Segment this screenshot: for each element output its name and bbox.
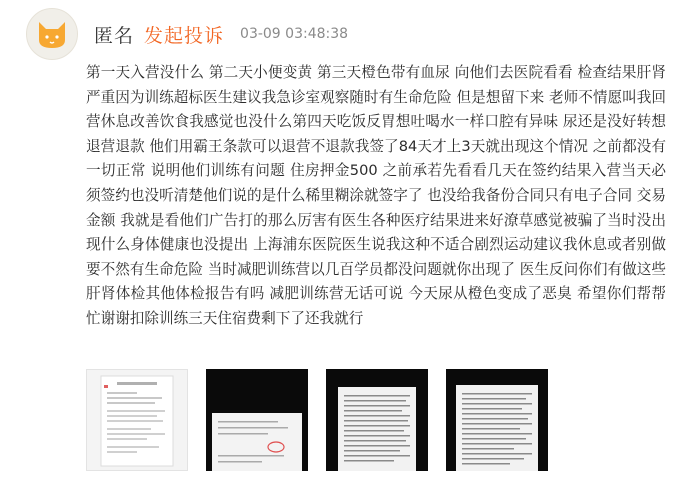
avatar[interactable] [26,8,78,60]
complaint-action-label: 发起投诉 [144,24,225,47]
document-photo-icon [446,369,548,471]
attachment-thumbnail-4[interactable] [446,369,548,471]
complaint-text: 第一天入营没什么 第二天小便变黄 第三天橙色带有血尿 向他们去医院看看 检查结果肝肾严重因为训练超标医生建议我急诊室观察随时有生命危险 但是想留下来 老师不情愿叫我回营休息改善饮食我感觉也没什么第四天吃饭反胃想吐喝水一样口腔有异味 尿还是没好转想退营退款 他们用霸王条款可以退营不退款我签了84天才上3天就出现这个情况 之前都没有一切正常 说明他们训练有问题 住房押金500 之前承若先看看几天在签约结果入营当天必须签约也没听清楚他们说的是什么稀里糊涂就签字了 也没给我备份合同只有电子合同 交易金额 我就是看他们广告打的那么厉害有医生各种医疗结果进来好潦草感觉被骗了当时没出现什么身体健康也没提出 上海浦东医院医生说我这种不适合剧烈运动建议我休息或者别做要不然有生命危险 当时减肥训练营以几百学员都没问题就你出现了 医生反问你们有做这些肝肾体检其他体检报告有吗 减肥训练营无话可说 今天尿从橙色变成了恶臭 希望你们帮帮忙谢谢扣除训练三天住宿费剩下了还我就行 [86,64,666,327]
attachment-thumbnail-3[interactable] [326,369,428,471]
author-name[interactable]: 匿名 [94,24,135,47]
attachment-list [86,369,548,471]
cat-face-icon [34,16,70,52]
post-header [26,6,348,62]
document-photo-icon [326,369,428,471]
post-timestamp: 03-09 03:48:38 [240,26,349,42]
document-photo-icon [87,370,187,470]
attachment-thumbnail-1[interactable] [86,369,188,471]
attachment-thumbnail-2[interactable] [206,369,308,471]
document-photo-icon [206,369,308,471]
